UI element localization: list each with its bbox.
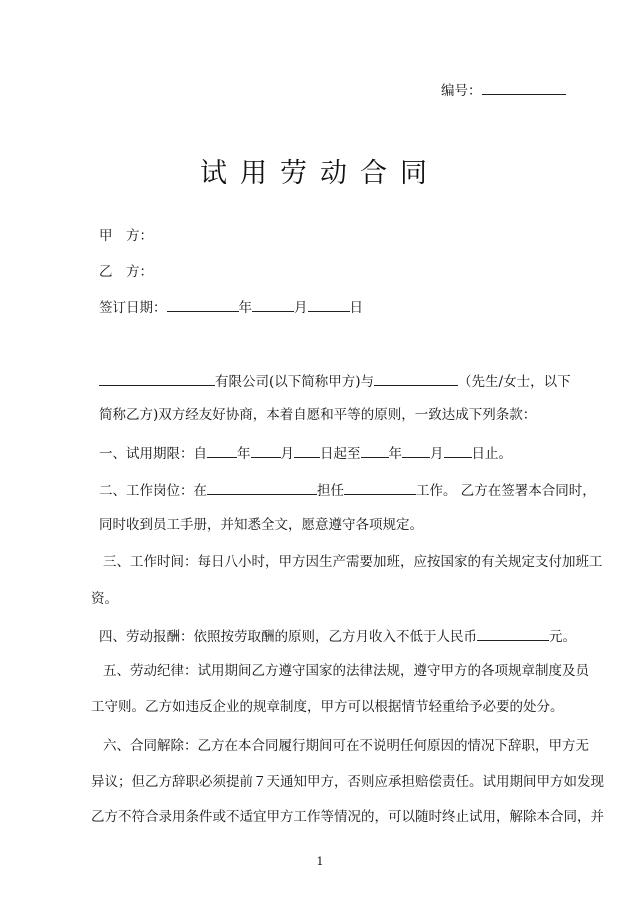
workplace-blank[interactable] [207, 480, 317, 495]
end-year-blank[interactable] [361, 443, 389, 458]
end-day-label: 日止。 [471, 446, 512, 462]
day-blank[interactable] [308, 297, 350, 312]
clause-1 [99, 443, 512, 464]
clause-5-line-1: 五、劳动纪律：试用期间乙方遵守国家的法律法规，遵守甲方的各项规章制度及员 [103, 663, 589, 679]
month-label: 月 [294, 300, 308, 316]
position-blank[interactable] [344, 480, 416, 495]
end-year-label: 年 [388, 446, 402, 462]
serial-label: 编号： [441, 83, 482, 99]
clause-4-unit: 元。 [549, 629, 576, 645]
clause-2-line-2: 同时收到员工手册，并知悉全文，愿意遵守各项规定。 [99, 517, 423, 533]
clause-5-line-2: 工守则。乙方如违反企业的规章制度，甲方可以根据情节轻重给予必要的处分。 [91, 699, 564, 715]
name-blank[interactable] [374, 371, 458, 386]
end-month-label: 月 [430, 446, 444, 462]
salary-blank[interactable] [477, 626, 549, 641]
end-month-blank[interactable] [402, 443, 430, 458]
intro-line-1 [99, 371, 571, 392]
company-blank[interactable] [99, 371, 215, 386]
start-day-label: 日起至 [320, 446, 361, 462]
clause-6-line-1: 六、合同解除：乙方在本合同履行期间可在不说明任何原因的情况下辞职，甲方无 [103, 738, 589, 754]
signing-date [99, 297, 363, 318]
clause-6-line-3: 乙方不符合录用条件或不适宜甲方工作等情况的，可以随时终止试用，解除本合同，并 [91, 809, 604, 825]
clause-2-role-label: 担任 [317, 483, 344, 499]
page-title: 试用劳动合同 [200, 158, 440, 189]
clause-3-line-1: 三、工作时间：每日八小时，甲方因生产需要加班，应按国家的有关规定支付加班工 [103, 554, 603, 570]
clause-2-label: 二、工作岗位：在 [99, 483, 207, 499]
serial-number [441, 80, 566, 101]
clause-4-text: 四、劳动报酬：依照按劳取酬的原则，乙方月收入不低于人民币 [99, 629, 477, 645]
start-month-blank[interactable] [251, 443, 281, 458]
year-blank[interactable] [167, 297, 239, 312]
clause-2-text: 工作。 乙方在签署本合同时， [416, 483, 596, 499]
end-day-blank[interactable] [444, 443, 472, 458]
party-a: 甲 方： [99, 228, 153, 244]
start-year-label: 年 [237, 446, 251, 462]
page-number: 1 [316, 855, 324, 868]
signing-date-label: 签订日期： [99, 300, 167, 316]
clause-1-label: 一、试用期限：自 [99, 446, 207, 462]
party-b: 乙 方： [99, 264, 153, 280]
day-label: 日 [349, 300, 363, 316]
intro-line-2: 简称乙方)双方经友好协商，本着自愿和平等的原则，一致达成下列条款： [99, 407, 537, 423]
clause-2-line-1 [99, 480, 596, 501]
intro-title-text: （先生/女士，以下 [458, 374, 571, 390]
clause-3-line-2: 资。 [91, 591, 118, 607]
month-blank[interactable] [252, 297, 294, 312]
start-year-blank[interactable] [207, 443, 237, 458]
year-label: 年 [238, 300, 252, 316]
intro-company-text: 有限公司(以下简称甲方)与 [215, 374, 375, 390]
serial-blank[interactable] [482, 80, 566, 95]
start-day-blank[interactable] [294, 443, 320, 458]
clause-6-line-2: 异议；但乙方辞职必须提前７天通知甲方，否则应承担赔偿责任。试用期间甲方如发现 [91, 774, 604, 790]
start-month-label: 月 [280, 446, 294, 462]
clause-4 [99, 626, 576, 647]
